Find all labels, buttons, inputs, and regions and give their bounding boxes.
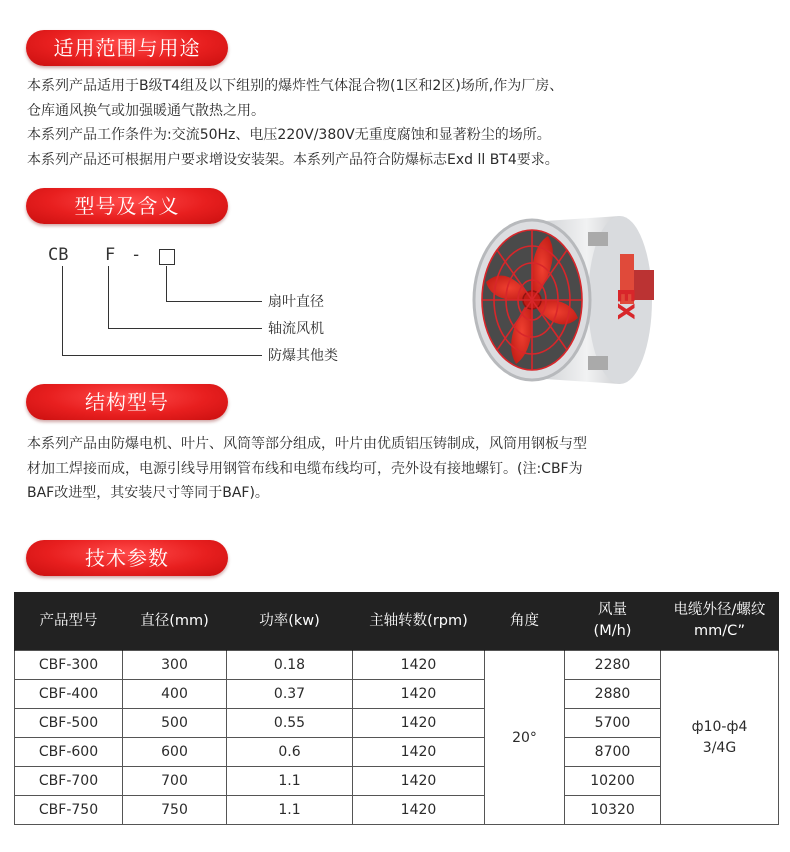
header-power: 功率(kw) [227, 592, 353, 651]
structure-line: 本系列产品由防爆电机、叶片、风筒等部分组成，叶片由优质铝压铸制成，风筒用钢板与型 [27, 436, 587, 452]
cell-airflow: 10200 [565, 767, 661, 796]
cell-model: CBF-300 [15, 651, 123, 680]
legend-explosion-proof: 防爆其他类 [268, 348, 338, 364]
cell-power: 0.55 [227, 709, 353, 738]
cell-airflow: 2880 [565, 680, 661, 709]
code-box [159, 249, 175, 265]
structure-line: BAF改进型，其安装尺寸等同于BAF)。 [27, 485, 269, 501]
table-header-row [15, 592, 779, 651]
fan-illustration [470, 208, 670, 392]
code-cb: CB [48, 245, 69, 265]
spec-table [14, 592, 779, 825]
cell-diameter: 600 [123, 738, 227, 767]
cell-airflow: 5700 [565, 709, 661, 738]
cell-angle: 20° [485, 651, 565, 825]
code-f: F [105, 245, 116, 265]
header-cable: 电缆外径/螺纹 mm/C” [661, 592, 779, 651]
cell-diameter: 300 [123, 651, 227, 680]
cell-rpm: 1420 [353, 796, 485, 825]
cell-power: 0.18 [227, 651, 353, 680]
scope-line: 本系列产品还可根据用户要求增设安装架。本系列产品符合防爆标志Exd ll BT4要求。 [27, 151, 559, 168]
cable-spec-line: 3/4G [702, 739, 737, 756]
header-model: 产品型号 [15, 592, 123, 651]
scope-paragraph [27, 74, 563, 172]
connector-line [166, 266, 167, 301]
section-title-model: 型号及含义 [26, 188, 228, 224]
cell-rpm: 1420 [353, 680, 485, 709]
structure-line: 材加工焊接而成，电源引线导用钢管布线和电缆布线均可，壳外设有接地螺钉。(注:CBF为 [27, 460, 583, 477]
connector-line [62, 266, 63, 355]
cell-diameter: 700 [123, 767, 227, 796]
cell-rpm: 1420 [353, 738, 485, 767]
connector-line [62, 355, 262, 356]
cell-power: 1.1 [227, 796, 353, 825]
section-title-tech: 技术参数 [26, 540, 228, 576]
header-airflow: 风量 (M/h) [565, 592, 661, 651]
connector-line [166, 301, 262, 302]
cell-rpm: 1420 [353, 651, 485, 680]
fan-image [470, 208, 670, 392]
connector-line [108, 266, 109, 328]
cell-diameter: 400 [123, 680, 227, 709]
cell-cable [661, 651, 779, 825]
structure-paragraph [27, 432, 587, 506]
cell-model: CBF-600 [15, 738, 123, 767]
legend-blade-diameter: 扇叶直径 [268, 294, 324, 310]
section-title-scope: 适用范围与用途 [26, 30, 228, 66]
scope-line: 本系列产品适用于B级T4组及以下组别的爆炸性气体混合物(1区和2区)场所,作为厂房、 [27, 78, 564, 94]
cell-model: CBF-400 [15, 680, 123, 709]
cell-power: 0.37 [227, 680, 353, 709]
cell-model: CBF-750 [15, 796, 123, 825]
cell-airflow: 10320 [565, 796, 661, 825]
cable-spec-line: ф10-ф4 [691, 718, 748, 735]
legend-axial-fan: 轴流风机 [268, 321, 324, 337]
scope-line: 本系列产品工作条件为:交流50Hz、电压220V/380V无重度腐蚀和显著粉尘的场所。 [27, 127, 551, 143]
cell-diameter: 750 [123, 796, 227, 825]
cell-rpm: 1420 [353, 709, 485, 738]
cell-power: 0.6 [227, 738, 353, 767]
cell-rpm: 1420 [353, 767, 485, 796]
header-rpm: 主轴转数(rpm) [353, 592, 485, 651]
scope-line: 仓库通风换气或加强暖通气散热之用。 [27, 102, 265, 119]
cell-airflow: 2280 [565, 651, 661, 680]
section-title-structure: 结构型号 [26, 384, 228, 420]
cell-power: 1.1 [227, 767, 353, 796]
cell-diameter: 500 [123, 709, 227, 738]
cell-model: CBF-700 [15, 767, 123, 796]
cell-airflow: 8700 [565, 738, 661, 767]
table-row [15, 651, 779, 680]
header-diameter: 直径(mm) [123, 592, 227, 651]
header-angle: 角度 [485, 592, 565, 651]
code-dash: - [131, 245, 142, 265]
cell-model: CBF-500 [15, 709, 123, 738]
connector-line [108, 328, 262, 329]
ex-mark: EX [612, 288, 637, 320]
